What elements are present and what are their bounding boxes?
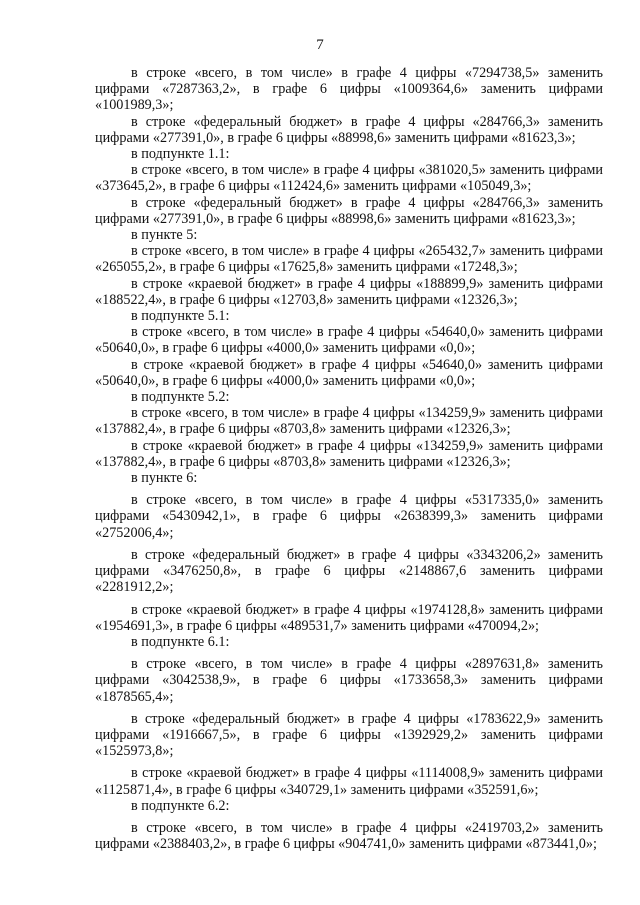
paragraph: в строке «краевой бюджет» в графе 4 цифры «1114008,9» заменить цифрами «1125871,4», в графе 6 цифры «340729,1» заменить цифрами «352591,6»;: [95, 765, 603, 798]
paragraph: в строке «краевой бюджет» в графе 4 цифры «54640,0» заменить цифрами «50640,0», в графе 6 цифры «4000,0» заменить цифрами «0,0»;: [95, 356, 603, 389]
paragraph: в подпункте 5.1:: [131, 308, 230, 325]
paragraph: в строке «всего, в том числе» в графе 4 цифры «54640,0» заменить цифрами «50640,0», в графе 6 цифры «4000,0» заменить цифрами «0,0»;: [95, 324, 603, 357]
paragraph: в строке «федеральный бюджет» в графе 4 цифры «3343206,2» заменить цифрами «3476250,8», в графе 6 цифры «2148867,6 заменить цифрами «2281912,2»;: [95, 546, 603, 596]
paragraph: в строке «всего, в том числе» в графе 4 цифры «5317335,0» заменить цифрами «5430942,1», в графе 6 цифры «2638399,3» заменить цифрами «2752006,4»;: [95, 492, 603, 541]
page-number: 7: [316, 37, 324, 53]
paragraph: в пункте 5:: [131, 227, 198, 244]
paragraph: в подпункте 6.1:: [131, 633, 230, 650]
paragraph: в подпункте 6.2:: [131, 797, 230, 814]
paragraph: в строке «федеральный бюджет» в графе 4 цифры «1783622,9» заменить цифрами «1916667,5», в графе 6 цифры «1392929,2» заменить цифрами «1525973,8»;: [95, 710, 603, 760]
paragraph: в строке «федеральный бюджет» в графе 4 цифры «284766,3» заменить цифрами «277391,0», в графе 6 цифры «88998,6» заменить цифрами «81623,3»;: [95, 113, 603, 146]
paragraph: в строке «всего, в том числе» в графе 4 цифры «265432,7» заменить цифрами «265055,2», в графе 6 цифры «17625,8» заменить цифрами «17248,3»;: [95, 243, 603, 276]
paragraph: в пункте 6:: [131, 470, 198, 487]
paragraph: в строке «всего, в том числе» в графе 4 цифры «134259,9» заменить цифрами «137882,4», в графе 6 цифры «8703,8» заменить цифрами «12326,3»;: [95, 405, 603, 438]
paragraph: в строке «краевой бюджет» в графе 4 цифры «134259,9» заменить цифрами «137882,4», в графе 6 цифры «8703,8» заменить цифрами «12326,3»;: [95, 437, 603, 470]
paragraph: в строке «краевой бюджет» в графе 4 цифры «188899,9» заменить цифрами «188522,4», в графе 6 цифры «12703,8» заменить цифрами «12326,3»;: [95, 275, 603, 308]
paragraph: в строке «краевой бюджет» в графе 4 цифры «1974128,8» заменить цифрами «1954691,3», в графе 6 цифры «489531,7» заменить цифрами «470094,2»;: [95, 601, 603, 634]
paragraph: в подпункте 1.1:: [131, 146, 230, 163]
document-body: [95, 65, 603, 852]
paragraph: в строке «федеральный бюджет» в графе 4 цифры «284766,3» заменить цифрами «277391,0», в графе 6 цифры «88998,6» заменить цифрами «81623,3»;: [95, 194, 603, 227]
paragraph: в строке «всего, в том числе» в графе 4 цифры «2897631,8» заменить цифрами «3042538,9», в графе 6 цифры «1733658,3» заменить цифрами «1878565,4»;: [95, 656, 603, 705]
paragraph: в строке «всего, в том числе» в графе 4 цифры «2419703,2» заменить цифрами «2388403,2», в графе 6 цифры «904741,0» заменить цифрами «873441,0»;: [95, 819, 603, 853]
paragraph: в строке «всего, в том числе» в графе 4 цифры «7294738,5» заменить цифрами «7287363,2», в графе 6 цифры «1009364,6» заменить цифрами «1001989,3»;: [95, 65, 603, 114]
paragraph: в подпункте 5.2:: [131, 389, 230, 406]
paragraph: в строке «всего, в том числе» в графе 4 цифры «381020,5» заменить цифрами «373645,2», в графе 6 цифры «112424,6» заменить цифрами «105049,3»;: [95, 162, 603, 195]
